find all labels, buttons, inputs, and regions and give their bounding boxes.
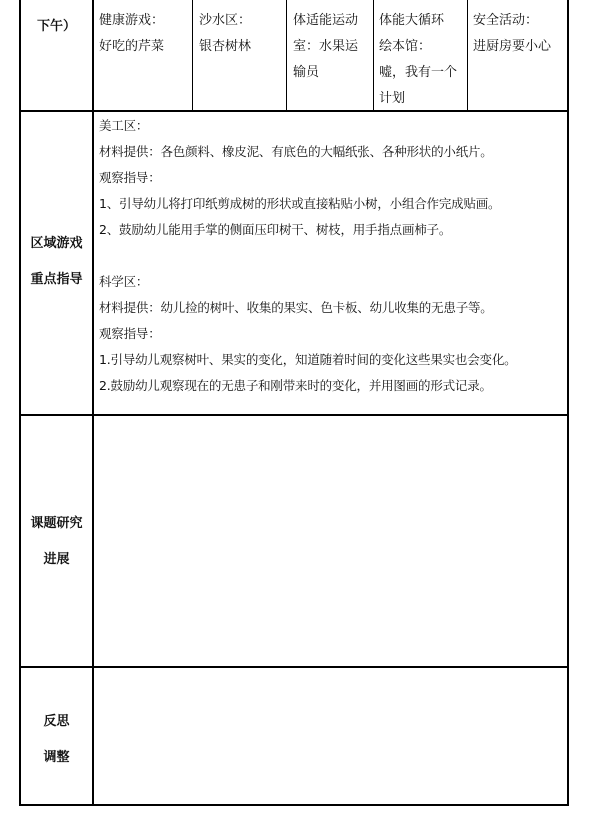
science-area-materials: 材料提供：幼儿捡的树叶、收集的果实、色卡板、幼儿收集的无患子等。 — [99, 300, 493, 315]
reflection-content — [99, 672, 565, 798]
afternoon-label: 下午） — [36, 19, 76, 34]
activity-divider-4 — [467, 0, 468, 110]
art-area-point: 2、鼓励幼儿能用手掌的侧面压印树干、树枝，用手指点画柿子。 — [99, 222, 452, 237]
activity-safety — [473, 8, 566, 60]
activity-line: 好吃的芹菜 — [99, 39, 165, 54]
activity-divider-2 — [286, 0, 287, 110]
science-area-point: 1.引导幼儿观察树叶、果实的变化，知道随着时间的变化这些果实也会变化。 — [99, 352, 517, 367]
label-line: 进展 — [43, 552, 70, 567]
area-guidance-content — [99, 113, 565, 399]
reflection-label — [21, 704, 92, 776]
activity-health-game — [99, 8, 191, 60]
row-divider-3 — [19, 666, 569, 668]
activity-line: 计划 — [379, 91, 406, 106]
activity-line: 室：水果运 — [293, 39, 359, 54]
activity-divider-3 — [373, 0, 374, 110]
art-area-observe-title: 观察指导： — [99, 170, 161, 185]
activity-fitness-room — [293, 8, 373, 86]
science-area-title: 科学区： — [99, 274, 149, 289]
table-border-right — [567, 0, 569, 806]
label-line: 课题研究 — [30, 516, 83, 531]
table-border-bottom — [19, 804, 569, 806]
activity-line: 健康游戏： — [99, 13, 165, 28]
label-line: 反思 — [43, 714, 70, 729]
table-border-left — [19, 0, 21, 806]
research-progress-content — [99, 420, 565, 660]
activity-line: 体适能运动 — [293, 13, 359, 28]
art-area-title: 美工区： — [99, 118, 149, 133]
activity-line: 绘本馆： — [379, 39, 432, 54]
activity-line: 沙水区： — [199, 13, 252, 28]
activity-line: 进厨房要小心 — [473, 39, 552, 54]
row-divider-2 — [19, 414, 569, 416]
activity-sand-water — [199, 8, 285, 60]
activity-line: 银杏树林 — [199, 39, 252, 54]
science-area-observe-title: 观察指导： — [99, 326, 161, 341]
plan-table — [19, 0, 569, 806]
activity-circuit-picture-book — [379, 8, 467, 112]
activity-line: 安全活动： — [473, 13, 539, 28]
row-divider-1 — [19, 110, 569, 112]
activity-line: 嘘，我有一个 — [379, 65, 458, 80]
activity-line: 输员 — [293, 65, 320, 80]
label-line: 区域游戏 — [30, 236, 83, 251]
label-line: 重点指导 — [30, 272, 83, 287]
research-progress-label — [21, 506, 92, 578]
activity-divider-1 — [192, 0, 193, 110]
area-guidance-label — [21, 226, 92, 298]
spacer — [99, 243, 565, 269]
activity-line: 体能大循环 — [379, 13, 445, 28]
art-area-materials: 材料提供：各色颜料、橡皮泥、有底色的大幅纸张、各种形状的小纸片。 — [99, 144, 493, 159]
label-line: 调整 — [43, 750, 70, 765]
science-area-point: 2.鼓励幼儿观察现在的无患子和刚带来时的变化，并用图画的形式记录。 — [99, 378, 492, 393]
art-area-point: 1、引导幼儿将打印纸剪成树的形状或直接粘贴小树，小组合作完成贴画。 — [99, 196, 501, 211]
label-column-divider — [92, 0, 94, 806]
